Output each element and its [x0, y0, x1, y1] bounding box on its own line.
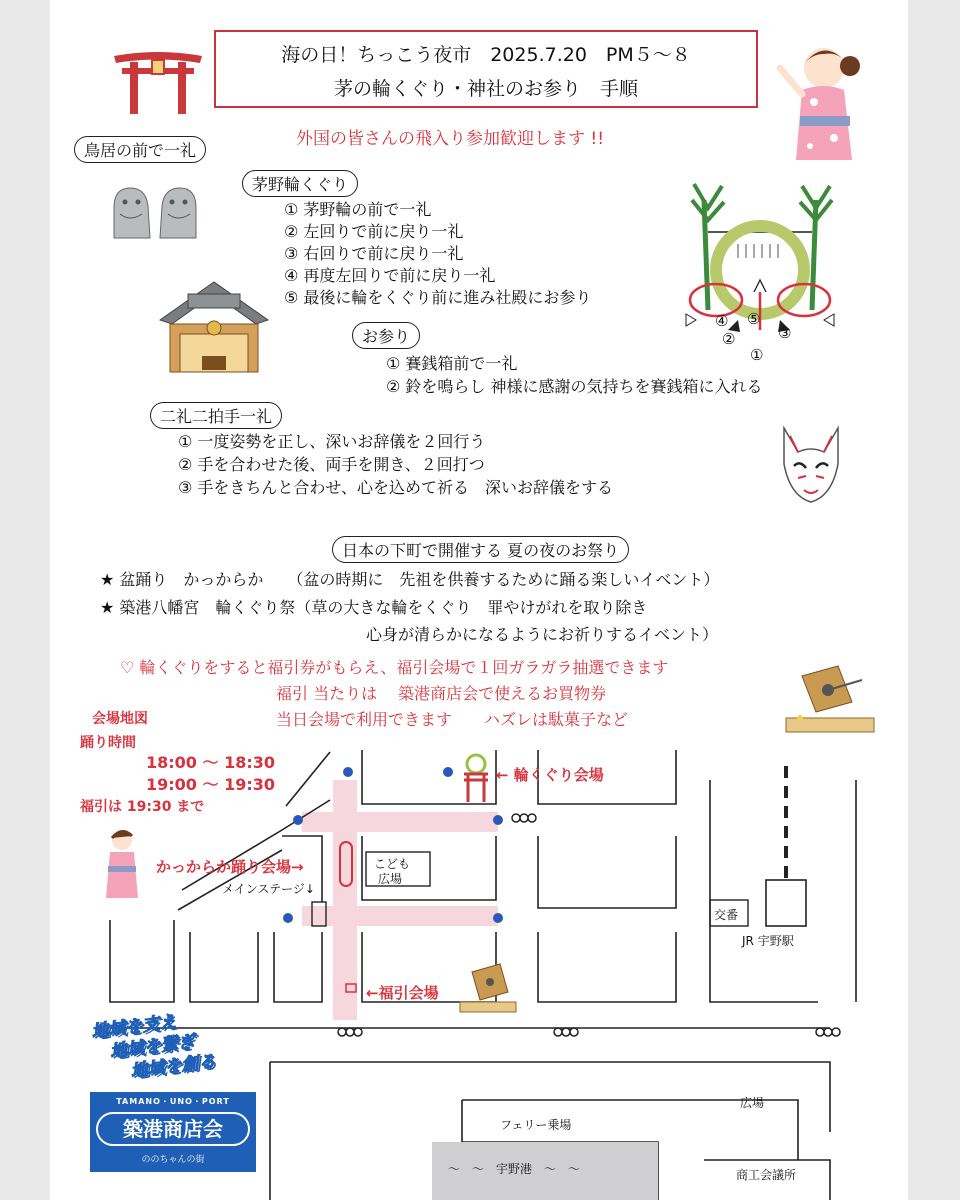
chinowa-step-4: ④ 再度左回りで前に戻り一礼 [284, 266, 496, 285]
main-stage-label: メインステージ↓ [222, 882, 315, 896]
diagram-number-3: ③ [778, 324, 792, 342]
uno-station-label: JR 宇野駅 [742, 934, 794, 948]
diagram-number-4: ④ [715, 312, 729, 330]
chinowa-step-1: ① 茅野輪の前で一礼 [284, 200, 432, 219]
dance-time-2: 19:00 ～ 19:30 [146, 775, 276, 794]
lottery-line-3: 当日会場で利用できます ハズレは駄菓子など [276, 710, 629, 729]
dance-time-label: 踊り時間 [80, 735, 136, 751]
chinowa-step-2: ② 左回りで前に戻り一礼 [284, 222, 464, 241]
shrine-icon [158, 278, 270, 376]
nirei-heading: 二礼二拍手一礼 [150, 402, 282, 429]
diagram-number-2: ② [722, 330, 736, 348]
shopping-association-logo [90, 1092, 256, 1172]
title-line-1: 海の日！ちっこう夜市 2025.7.20 PM５～８ [281, 44, 691, 66]
torii-bow-label: 鳥居の前で一礼 [74, 136, 206, 163]
kakkaraka-venue-label: かっからか踊り会場→ [156, 858, 304, 876]
fukubiki-until: 福引は 19:30 まで [80, 799, 205, 815]
festival-heading: 日本の下町で開催する 夏の夜のお祭り [332, 536, 629, 563]
lottery-line-2: 福引 当たりは 築港商店会で使えるお買物券 [276, 684, 607, 703]
festival-item-2-continued: 心身が清らかになるようにお祈りするイベント） [366, 625, 719, 644]
omairi-heading: お参り [352, 322, 420, 349]
ferry-terminal-label: フェリー乗場 [500, 1118, 572, 1132]
chamber-of-commerce-label: 商工会議所 [736, 1168, 797, 1182]
welcome-text: 外国の皆さんの飛入り参加歓迎します !! [296, 129, 605, 149]
nirei-step-3: ③ 手をきちんと合わせ、心を込めて祈る 深いお辞儀をする [178, 478, 613, 497]
komainu-icon [110, 184, 202, 240]
map-title: 会場地図 [92, 711, 148, 727]
logo-main-text: 築港商店会 [96, 1112, 250, 1146]
chinowa-heading: 茅野輪くぐり [242, 170, 358, 197]
title-line-2: 茅の輪くぐり・神社のお参り 手順 [333, 78, 638, 100]
title-box [214, 30, 758, 108]
yukata-girl-illustration [774, 38, 864, 166]
plaza-label: 広場 [740, 1096, 765, 1110]
lottery-machine-icon [782, 660, 878, 736]
poster [50, 0, 908, 1200]
torii-icon [112, 48, 204, 114]
chinowa-diagram [680, 180, 850, 370]
hiroba-label: 広場 [378, 872, 403, 886]
slogan-line-2: 地域を繋ぎ [109, 1032, 196, 1063]
diagram-number-1: ① [750, 346, 764, 364]
slogan-line-1: 地域を支え [90, 1012, 178, 1043]
nirei-step-2: ② 手を合わせた後、両手を開き、２回打つ [178, 455, 485, 474]
omairi-step-2: ② 鈴を鳴らし 神様に感謝の気持ちを賽銭箱に入れる [386, 377, 763, 396]
koban-label: 交番 [714, 908, 739, 922]
festival-item-2: ★ 築港八幡宮 輪くぐり祭（草の大きな輪をくぐり 罪やけがれを取り除き [100, 598, 648, 617]
logo-sub-text: ののちゃんの街 [141, 1155, 205, 1165]
chinowa-step-3: ③ 右回りで前に戻り一礼 [284, 244, 464, 263]
slogan-line-3: 地域を創る [129, 1051, 217, 1082]
omairi-step-1: ① 賽銭箱前で一礼 [386, 354, 518, 373]
lottery-line-1: ♡ 輪くぐりをすると福引券がもらえ、福引会場で１回ガラガラ抽選できます [120, 658, 669, 677]
diagram-number-5: ⑤ [747, 310, 761, 328]
logo-top-text: TAMANO・UNO・PORT [116, 1097, 230, 1106]
wakuguri-venue-label: ← 輪くぐり会場 [496, 766, 604, 784]
nirei-step-1: ① 一度姿勢を正し、深いお辞儀を２回行う [178, 432, 486, 451]
dance-time-1: 18:00 ～ 18:30 [146, 753, 276, 772]
festival-item-1: ★ 盆踊り かっからか （盆の時期に 先祖を供養するために踊る楽しいイベント） [100, 570, 720, 589]
uno-port-label: ～ ～ 宇野港 ～ ～ [448, 1162, 581, 1176]
fukubiki-venue-label: ←福引会場 [366, 984, 439, 1002]
chinowa-step-5: ⑤ 最後に輪をくぐり前に進み社殿にお参り [284, 288, 592, 307]
kodomo-label: こども [374, 857, 411, 871]
fox-mask-icon [776, 424, 846, 504]
